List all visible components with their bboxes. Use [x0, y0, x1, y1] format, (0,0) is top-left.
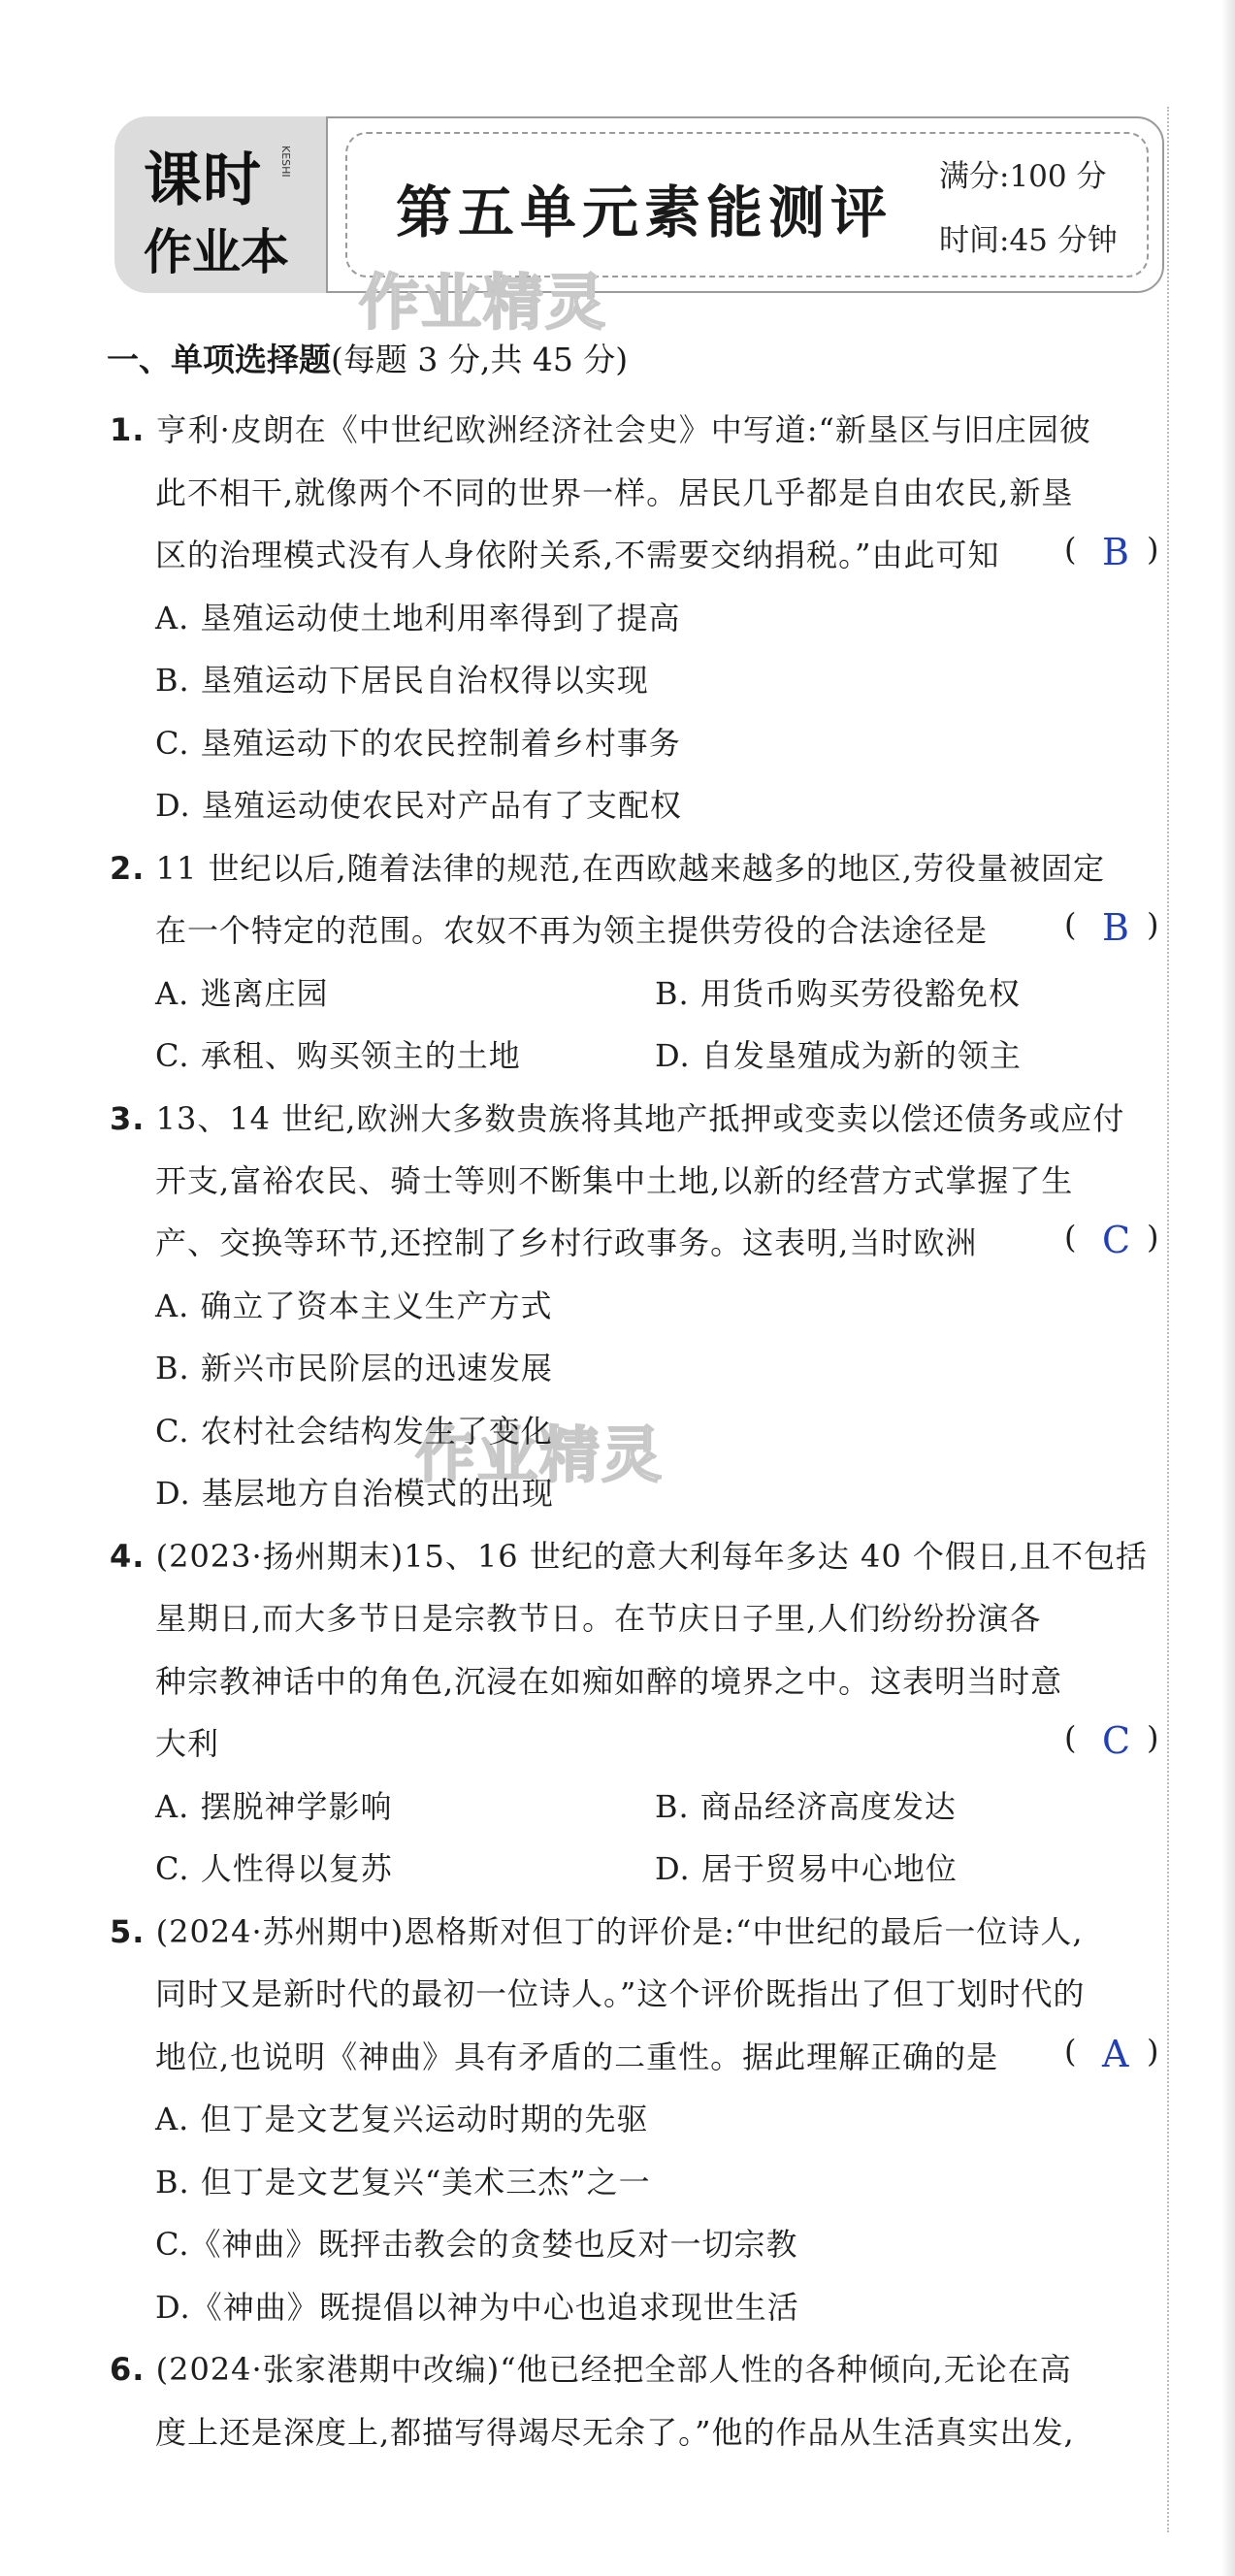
answer-paren-right: ) [1147, 1219, 1159, 1255]
header-banner [114, 116, 1164, 293]
question-5-answer: A [1102, 2033, 1129, 2075]
question-1-option-b: B. 垦殖运动下居民自治权得以实现 [155, 662, 649, 699]
question-4-option-d: D. 居于贸易中心地位 [655, 1850, 958, 1887]
question-number: 3. [110, 1100, 146, 1137]
full-score: 满分:100 分 [939, 159, 1107, 194]
question-1-option-a: A. 垦殖运动使土地利用率得到了提高 [155, 600, 681, 636]
question-1-line-3: 区的治理模式没有人身依附关系,不需要交纳捐税。”由此可知 [155, 537, 1000, 573]
question-5-line-2: 同时又是新时代的最初一位诗人。”这个评价既指出了但丁划时代的 [155, 1975, 1086, 2012]
question-1-line-2: 此不相干,就像两个不同的世界一样。居民几乎都是自由农民,新垦 [155, 474, 1074, 511]
question-1-option-d: D. 垦殖运动使农民对产品有了支配权 [155, 787, 682, 824]
brand-logo [114, 116, 326, 293]
question-2-option-c: C. 承租、购买领主的土地 [155, 1037, 521, 1074]
question-2-line-1: 2. 11 世纪以后,随着法律的规范,在西欧越来越多的地区,劳役量被固定 [110, 850, 1106, 887]
question-4-line-2: 星期日,而大多节日是宗教节日。在节庆日子里,人们纷纷扮演各 [155, 1600, 1042, 1637]
question-3-option-a: A. 确立了资本主义生产方式 [155, 1288, 553, 1324]
question-5-option-b: B. 但丁是文艺复兴“美术三杰”之一 [155, 2164, 651, 2201]
section-heading [107, 335, 628, 380]
answer-paren-left: ( [1064, 531, 1077, 568]
question-2-option-a: A. 逃离庄园 [155, 975, 329, 1012]
question-number: 6. [110, 2351, 146, 2388]
question-3-answer: C [1102, 1219, 1131, 1261]
question-4-answer: C [1102, 1719, 1131, 1762]
section-title: 一、单项选择题 [107, 341, 331, 378]
question-5-option-a: A. 但丁是文艺复兴运动时期的先驱 [155, 2101, 649, 2137]
question-number: 1. [110, 411, 146, 448]
question-2-answer: B [1102, 906, 1129, 949]
page-title: 第五单元素能测评 [396, 179, 894, 245]
answer-paren-left: ( [1064, 2033, 1077, 2070]
question-1-option-c: C. 垦殖运动下的农民控制着乡村事务 [155, 725, 681, 762]
watermark-middle: 作业精灵 [415, 1419, 665, 1490]
logo-text-small: KESHI [279, 146, 292, 178]
question-6-line-1: 6. (2024·张家港期中改编)“他已经把全部人性的各种倾向,无论在高 [110, 2351, 1072, 2388]
question-2-option-d: D. 自发垦殖成为新的领主 [655, 1037, 1022, 1074]
logo-text-top: 课时 [144, 147, 262, 214]
question-3-line-2: 开支,富裕农民、骑士等则不断集中土地,以新的经营方式掌握了生 [155, 1162, 1074, 1199]
question-number: 2. [110, 850, 146, 887]
question-1-line-1: 1. 亨利·皮朗在《中世纪欧洲经济社会史》中写道:“新垦区与旧庄园彼 [110, 411, 1091, 448]
watermark-top: 作业精灵 [359, 267, 608, 338]
question-4-option-b: B. 商品经济高度发达 [655, 1788, 957, 1825]
question-number: 5. [110, 1913, 146, 1950]
question-3-line-1: 3. 13、14 世纪,欧洲大多数贵族将其地产抵押或变卖以偿还债务或应付 [110, 1100, 1125, 1137]
answer-paren-left: ( [1064, 1719, 1077, 1756]
question-2-line-2: 在一个特定的范围。农奴不再为领主提供劳役的合法途径是 [155, 912, 989, 949]
question-3-option-b: B. 新兴市民阶层的迅速发展 [155, 1350, 553, 1386]
question-source: (2024·苏州期中) [155, 1913, 405, 1950]
logo-text-bottom: 作业本 [144, 224, 289, 280]
question-5-line-1: 5. (2024·苏州期中)恩格斯对但丁的评价是:“中世纪的最后一位诗人, [110, 1913, 1084, 1950]
question-4-line-3: 种宗教神话中的角色,沉浸在如痴如醉的境界之中。这表明当时意 [155, 1663, 1063, 1700]
answer-paren-right: ) [1147, 906, 1159, 943]
answer-paren-right: ) [1147, 1719, 1159, 1756]
time-limit: 时间:45 分钟 [939, 223, 1118, 258]
question-4-line-4: 大利 [155, 1725, 220, 1762]
answer-paren-left: ( [1064, 906, 1077, 943]
question-4-line-1: 4. (2023·扬州期末)15、16 世纪的意大利每年多达 40 个假日,且不包括 [110, 1538, 1149, 1575]
question-3-option-d: D. 基层地方自治模式的出现 [155, 1475, 554, 1512]
question-source: (2023·扬州期末) [155, 1538, 405, 1575]
question-1-answer: B [1102, 531, 1129, 573]
section-note: (每题 3 分,共 45 分) [331, 341, 629, 378]
question-5-option-d: D.《神曲》既提倡以神为中心也追求现世生活 [155, 2289, 799, 2326]
answer-paren-right: ) [1147, 531, 1159, 568]
question-3-line-3: 产、交换等环节,还控制了乡村行政事务。这表明,当时欧洲 [155, 1224, 978, 1261]
question-4-option-a: A. 摆脱神学影响 [155, 1788, 393, 1825]
question-6-line-2: 度上还是深度上,都描写得竭尽无余了。”他的作品从生活真实出发, [155, 2414, 1075, 2451]
answer-paren-right: ) [1147, 2033, 1159, 2070]
page-edge-shadow [1221, 0, 1235, 2576]
question-2-option-b: B. 用货币购买劳役豁免权 [655, 975, 1021, 1012]
answer-paren-left: ( [1064, 1219, 1077, 1255]
margin-guide-line [1167, 107, 1169, 2532]
question-3-option-c: C. 农村社会结构发生了变化 [155, 1413, 553, 1450]
question-source: (2024·张家港期中改编) [155, 2351, 501, 2388]
question-4-option-c: C. 人性得以复苏 [155, 1850, 393, 1887]
question-5-line-3: 地位,也说明《神曲》具有矛盾的二重性。据此理解正确的是 [155, 2038, 999, 2075]
question-5-option-c: C.《神曲》既抨击教会的贪婪也反对一切宗教 [155, 2226, 798, 2263]
question-number: 4. [110, 1538, 146, 1575]
